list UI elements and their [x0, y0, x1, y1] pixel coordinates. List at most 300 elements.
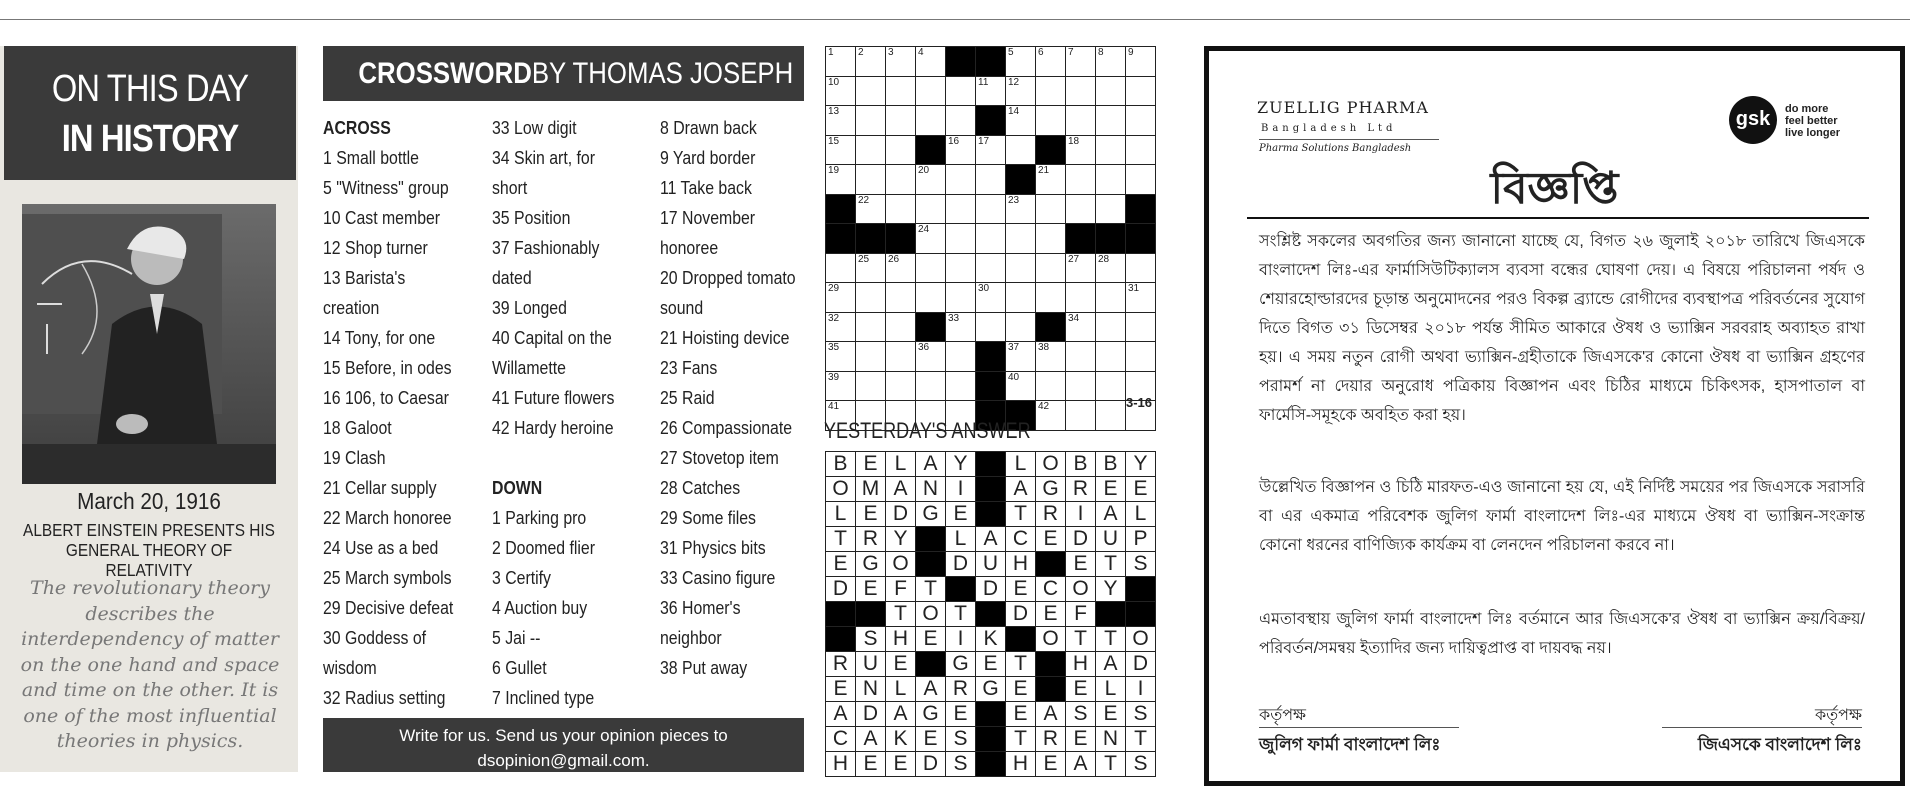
clue-line: 21 Hoisting device	[660, 328, 790, 348]
clue-line: 31 Physics bits	[660, 538, 766, 558]
clue-line: 34 Skin art, for	[492, 148, 596, 168]
cell-number: 22	[858, 194, 870, 206]
grid-cell	[976, 283, 1006, 313]
answer-letter: E	[916, 727, 946, 752]
grid-cell	[1006, 194, 1036, 224]
grid-cell	[1096, 135, 1126, 165]
clue-line: creation	[323, 298, 380, 318]
answer-letter: F	[886, 577, 916, 602]
cell-number: 25	[858, 253, 870, 265]
grid-cell	[1126, 47, 1156, 77]
grid-cell	[1096, 371, 1126, 401]
answer-block	[1006, 627, 1036, 652]
grid-cell	[1096, 253, 1126, 283]
cell-number: 23	[1008, 194, 1020, 206]
answer-block	[976, 602, 1006, 627]
grid-cell	[826, 342, 856, 372]
yesterdays-answer-label: YESTERDAY'S ANSWER	[824, 418, 1031, 443]
answer-letter: A	[856, 727, 886, 752]
grid-cell	[886, 312, 916, 342]
answer-letter: H	[826, 752, 856, 777]
answer-letter: E	[976, 652, 1006, 677]
answer-letter: E	[1066, 552, 1096, 577]
grid-cell	[1066, 283, 1096, 313]
cell-number: 12	[1008, 76, 1020, 88]
answer-letter: H	[1066, 652, 1096, 677]
answer-letter: S	[1126, 752, 1156, 777]
answer-block	[946, 577, 976, 602]
grid-cell	[856, 194, 886, 224]
grid-cell	[856, 165, 886, 195]
clue-line: 32 Radius setting	[323, 688, 446, 708]
grid-cell	[826, 253, 856, 283]
grid-block	[946, 47, 976, 77]
grid-cell	[1036, 76, 1066, 106]
grid-block	[916, 135, 946, 165]
write-for-us-banner	[323, 718, 804, 772]
cell-number: 1	[828, 47, 834, 58]
grid-cell	[916, 47, 946, 77]
clue-line: 29 Some files	[660, 508, 756, 528]
cell-number: 2	[858, 47, 864, 58]
answer-letter: D	[976, 577, 1006, 602]
grid-cell	[826, 106, 856, 136]
answer-letter: O	[1036, 452, 1066, 477]
sign-rule-right	[1662, 727, 1862, 728]
answer-letter: Y	[886, 527, 916, 552]
answer-letter: B	[826, 452, 856, 477]
cell-number: 13	[828, 106, 840, 117]
cell-number: 41	[828, 401, 840, 412]
grid-cell	[946, 283, 976, 313]
grid-cell	[1096, 76, 1126, 106]
grid-cell	[1066, 401, 1096, 431]
tagline-3: live longer	[1785, 127, 1841, 139]
answer-letter: C	[826, 727, 856, 752]
answer-letter: T	[1096, 552, 1126, 577]
grid-block	[1126, 224, 1156, 254]
grid-cell	[916, 165, 946, 195]
grid-cell	[1126, 283, 1156, 313]
grid-block	[976, 371, 1006, 401]
grid-cell	[886, 371, 916, 401]
grid-cell	[1066, 312, 1096, 342]
grid-cell	[1126, 106, 1156, 136]
clue-heading: DOWN	[492, 478, 543, 498]
grid-block	[1006, 165, 1036, 195]
answer-letter: N	[1096, 727, 1126, 752]
grid-block	[826, 224, 856, 254]
answer-letter: R	[1066, 477, 1096, 502]
clue-line: 7 Inclined type	[492, 688, 595, 708]
answer-letter: M	[856, 477, 886, 502]
clue-line: 3 Certify	[492, 568, 551, 588]
cell-number: 33	[948, 312, 960, 324]
grid-cell	[1036, 342, 1066, 372]
cell-number: 7	[1068, 47, 1074, 58]
cell-number: 20	[918, 165, 930, 176]
tagline-1: do more	[1785, 103, 1829, 115]
grid-cell	[1096, 342, 1126, 372]
grid-cell	[886, 135, 916, 165]
answer-letter: E	[1006, 577, 1036, 602]
history-event-line1: ALBERT EINSTEIN PRESENTS HIS	[23, 520, 275, 540]
cell-number: 24	[918, 224, 930, 235]
answer-letter: T	[1066, 627, 1096, 652]
answer-letter: D	[826, 577, 856, 602]
clue-line: 25 March symbols	[323, 568, 452, 588]
grid-block	[916, 312, 946, 342]
answer-letter: E	[856, 452, 886, 477]
answer-letter: T	[916, 577, 946, 602]
answer-letter: T	[1006, 652, 1036, 677]
answer-letter: D	[856, 702, 886, 727]
cell-number: 9	[1128, 47, 1134, 58]
grid-cell	[916, 194, 946, 224]
answer-letter: A	[916, 452, 946, 477]
cell-number: 19	[828, 165, 840, 176]
grid-cell	[1126, 253, 1156, 283]
grid-cell	[1096, 106, 1126, 136]
answer-letter: T	[1126, 727, 1156, 752]
clue-line: 9 Yard border	[660, 148, 756, 168]
clue-heading: ACROSS	[323, 118, 391, 138]
clues-column-2	[492, 113, 631, 713]
clue-line: 29 Decisive defeat	[323, 598, 454, 618]
answer-letter: I	[1066, 502, 1096, 527]
answer-block	[976, 452, 1006, 477]
grid-cell	[946, 224, 976, 254]
answer-letter: E	[886, 752, 916, 777]
grid-cell	[976, 165, 1006, 195]
history-panel	[0, 46, 298, 772]
grid-cell	[826, 165, 856, 195]
answer-block	[976, 502, 1006, 527]
grid-cell	[1036, 106, 1066, 136]
tagline-2: feel better	[1785, 115, 1838, 127]
grid-cell	[886, 165, 916, 195]
grid-cell	[1096, 312, 1126, 342]
answer-letter: G	[856, 552, 886, 577]
answer-letter: O	[1036, 627, 1066, 652]
answer-letter: E	[886, 652, 916, 677]
grid-cell	[1006, 371, 1036, 401]
answer-letter: T	[1006, 727, 1036, 752]
grid-cell	[826, 47, 856, 77]
answer-letter: E	[1006, 677, 1036, 702]
notice-para-2: উল্লেখিত বিজ্ঞাপন ও চিঠি মারফত-এও জানানো হয় যে, এই নির্দিষ্ট সময়ের পর জিএসকে সরাসরি বা এর একমাত্র পরিবেশক জুলিগ ফার্মা বাংলাদেশ লিঃ-এর মাধ্যমে ঔষধ বা ভ্যাক্সিন-সংক্রান্ত কোনো ধরনের বাণিজ্যিক কার্যক্রম বা লেনদেন পরিচালনা করবে না।	[1259, 479, 1865, 554]
cell-number: 42	[1038, 401, 1050, 412]
answer-letter: C	[1006, 527, 1036, 552]
clue-line: 22 March honoree	[323, 508, 452, 528]
answer-letter: T	[826, 527, 856, 552]
answer-block	[976, 727, 1006, 752]
answer-letter: O	[1066, 577, 1096, 602]
cell-number: 26	[888, 253, 900, 265]
grid-cell	[1096, 165, 1126, 195]
notice-title: বিজ্ঞপ্তি	[1490, 164, 1619, 213]
cell-number: 38	[1038, 342, 1050, 353]
grid-cell	[1006, 224, 1036, 254]
answer-block	[1036, 677, 1066, 702]
grid-cell	[1006, 76, 1036, 106]
grid-cell	[1006, 312, 1036, 342]
crossword-grid	[825, 46, 1156, 431]
clue-line: 16 106, to Caesar	[323, 388, 449, 408]
grid-cell	[886, 106, 916, 136]
sign-role-left: কর্তৃপক্ষ	[1259, 707, 1307, 724]
answer-letter: A	[1096, 502, 1126, 527]
answer-letter: T	[1006, 502, 1036, 527]
clue-line: 12 Shop turner	[323, 238, 428, 258]
grid-cell	[916, 283, 946, 313]
grid-cell	[1126, 312, 1156, 342]
grid-cell	[826, 135, 856, 165]
answer-letter: R	[826, 652, 856, 677]
grid-block	[1036, 312, 1066, 342]
answer-letter: E	[826, 677, 856, 702]
clue-line: 33 Casino figure	[660, 568, 776, 588]
grid-cell	[976, 312, 1006, 342]
zuellig-logo: ZUELLIG PHARMA	[1257, 98, 1429, 117]
grid-cell	[916, 253, 946, 283]
grid-cell	[1066, 371, 1096, 401]
clue-line: 35 Position	[492, 208, 571, 228]
cell-number: 16	[948, 135, 960, 147]
clue-line: 18 Galoot	[323, 418, 392, 438]
grid-cell	[1066, 342, 1096, 372]
cell-number: 28	[1098, 253, 1110, 265]
clue-line: 33 Low digit	[492, 118, 577, 138]
grid-cell	[1036, 401, 1066, 431]
zuellig-sub: Bangladesh Ltd	[1261, 123, 1397, 134]
cell-number: 8	[1098, 47, 1104, 58]
answer-block	[1036, 552, 1066, 577]
answer-letter: S	[946, 727, 976, 752]
clue-line: 4 Auction buy	[492, 598, 588, 618]
clue-line: 38 Put away	[660, 658, 748, 678]
answer-letter: H	[886, 627, 916, 652]
history-heading	[4, 46, 296, 180]
clue-line: 1 Parking pro	[492, 508, 587, 528]
grid-cell	[886, 342, 916, 372]
clue-line: 5 Jai --	[492, 628, 541, 648]
answer-letter: A	[916, 677, 946, 702]
grid-block	[976, 47, 1006, 77]
crossword-heading	[323, 46, 804, 101]
write-line2: dsopinion@gmail.com.	[477, 751, 650, 770]
answer-letter: A	[886, 477, 916, 502]
answer-letter: L	[886, 677, 916, 702]
answer-letter: A	[1036, 702, 1066, 727]
cell-number: 30	[978, 283, 990, 294]
grid-cell	[916, 342, 946, 372]
answer-letter: T	[1096, 752, 1126, 777]
answer-letter: G	[916, 702, 946, 727]
history-event-line2: GENERAL THEORY OF RELATIVITY	[65, 540, 233, 580]
answer-letter: T	[946, 602, 976, 627]
clue-line: 8 Drawn back	[660, 118, 757, 138]
grid-cell	[1126, 165, 1156, 195]
clues-column-1	[323, 113, 471, 713]
answer-letter: R	[1036, 727, 1066, 752]
cell-number: 4	[918, 47, 924, 58]
grid-cell	[946, 371, 976, 401]
answer-block	[916, 552, 946, 577]
answer-letter: S	[1126, 552, 1156, 577]
clue-line: sound	[660, 298, 704, 318]
answer-letter: E	[946, 502, 976, 527]
grid-block	[1066, 224, 1096, 254]
answer-letter: S	[1066, 702, 1096, 727]
answer-letter: A	[1096, 652, 1126, 677]
answer-letter: B	[1066, 452, 1096, 477]
clue-line: 19 Clash	[323, 448, 386, 468]
answer-letter: D	[1006, 602, 1036, 627]
answer-letter: E	[1066, 727, 1096, 752]
clue-line: 1 Small bottle	[323, 148, 419, 168]
answer-letter: G	[946, 652, 976, 677]
cell-number: 6	[1038, 47, 1044, 58]
notice-advert	[1204, 46, 1905, 786]
answer-block	[916, 527, 946, 552]
clue-line: 23 Fans	[660, 358, 718, 378]
answer-letter: L	[826, 502, 856, 527]
grid-cell	[1066, 135, 1096, 165]
grid-block	[1036, 135, 1066, 165]
grid-block	[826, 194, 856, 224]
clues-column-3	[660, 113, 814, 683]
answer-letter: L	[1006, 452, 1036, 477]
history-date: March 20, 1916	[77, 488, 221, 514]
crossword-title-author: BY THOMAS JOSEPH	[531, 57, 794, 90]
answer-letter: H	[1006, 752, 1036, 777]
notice-para-3: এমতাবস্থায় জুলিগ ফার্মা বাংলাদেশ লিঃ বর্তমানে আর জিএসকে'র ঔষধ বা ভ্যাক্সিন ক্রয়/বিক্রয়/পরিবর্তন/সমন্বয় ইত্যাদির জন্য দায়িত্বপ্রাপ্ত বা দায়বদ্ধ নয়।	[1259, 611, 1865, 657]
answer-letter: E	[1126, 477, 1156, 502]
answer-block	[826, 627, 856, 652]
clue-line: 28 Catches	[660, 478, 741, 498]
grid-cell	[1096, 283, 1126, 313]
grid-cell	[916, 106, 946, 136]
gsk-tagline	[1785, 103, 1840, 139]
answer-letter: E	[826, 552, 856, 577]
grid-cell	[1096, 47, 1126, 77]
answer-letter: N	[856, 677, 886, 702]
grid-cell	[1036, 165, 1066, 195]
clue-line: dated	[492, 268, 532, 288]
answer-letter: D	[946, 552, 976, 577]
cell-number: 3	[888, 47, 894, 58]
answer-letter: S	[856, 627, 886, 652]
grid-cell	[1096, 401, 1126, 431]
grid-cell	[1126, 135, 1156, 165]
grid-cell	[856, 371, 886, 401]
clue-line: 27 Stovetop item	[660, 448, 779, 468]
answer-letter: E	[1036, 752, 1066, 777]
grid-cell	[1036, 194, 1066, 224]
answer-letter: P	[1126, 527, 1156, 552]
history-heading-line2: IN HISTORY	[61, 118, 239, 160]
answer-letter: T	[886, 602, 916, 627]
answer-letter: U	[976, 552, 1006, 577]
answer-block	[1096, 602, 1126, 627]
grid-cell	[1006, 135, 1036, 165]
answer-letter: E	[1096, 702, 1126, 727]
grid-cell	[976, 76, 1006, 106]
answer-letter: O	[826, 477, 856, 502]
answer-letter: L	[1126, 502, 1156, 527]
yesterdays-answer-grid	[825, 451, 1156, 777]
cell-number: 10	[828, 76, 840, 88]
answer-letter: O	[1126, 627, 1156, 652]
grid-block	[856, 224, 886, 254]
answer-letter: E	[1096, 477, 1126, 502]
clue-line: neighbor	[660, 628, 722, 648]
clue-line: 42 Hardy heroine	[492, 418, 614, 438]
grid-cell	[1126, 76, 1156, 106]
cell-number: 5	[1008, 47, 1014, 58]
cell-number: 11	[978, 76, 989, 88]
sign-role-right: কর্তৃপক্ষ	[1814, 707, 1862, 724]
grid-cell	[916, 371, 946, 401]
grid-cell	[1066, 253, 1096, 283]
answer-block	[856, 602, 886, 627]
answer-block	[916, 652, 946, 677]
history-event	[21, 520, 276, 580]
answer-block	[1126, 577, 1156, 602]
grid-cell	[916, 76, 946, 106]
grid-cell	[1006, 283, 1036, 313]
answer-letter: A	[1066, 752, 1096, 777]
answer-letter: E	[946, 702, 976, 727]
clue-line: wisdom	[323, 658, 377, 678]
answer-letter: S	[946, 752, 976, 777]
clue-line: 37 Fashionably	[492, 238, 600, 258]
answer-letter: U	[1096, 527, 1126, 552]
grid-block	[976, 342, 1006, 372]
clue-line: 24 Use as a bed	[323, 538, 439, 558]
answer-letter: C	[1036, 577, 1066, 602]
crossword-title-bold: CROSSWORD	[358, 57, 532, 90]
answer-letter: A	[826, 702, 856, 727]
answer-letter: K	[886, 727, 916, 752]
sign-name-right: জিএসকে বাংলাদেশ লিঃ	[1697, 735, 1862, 754]
answer-letter: U	[856, 652, 886, 677]
answer-letter: H	[1006, 552, 1036, 577]
clue-line: 41 Future flowers	[492, 388, 615, 408]
grid-cell	[946, 106, 976, 136]
answer-letter: Y	[1126, 452, 1156, 477]
clue-line: 14 Tony, for one	[323, 328, 436, 348]
answer-letter: D	[886, 502, 916, 527]
cell-number: 31	[1128, 283, 1140, 294]
answer-letter: L	[1096, 677, 1126, 702]
clue-line: honoree	[660, 238, 719, 258]
grid-cell	[826, 283, 856, 313]
zuellig-tag: Pharma Solutions Bangladesh	[1259, 143, 1412, 154]
clue-line: 36 Homer's	[660, 598, 741, 618]
answer-letter: S	[1126, 702, 1156, 727]
grid-cell	[946, 76, 976, 106]
answer-letter: I	[1126, 677, 1156, 702]
grid-block	[1126, 194, 1156, 224]
grid-cell	[886, 283, 916, 313]
grid-cell	[856, 47, 886, 77]
grid-cell	[886, 47, 916, 77]
grid-cell	[946, 253, 976, 283]
sign-rule-left	[1259, 727, 1459, 728]
answer-letter: L	[886, 452, 916, 477]
